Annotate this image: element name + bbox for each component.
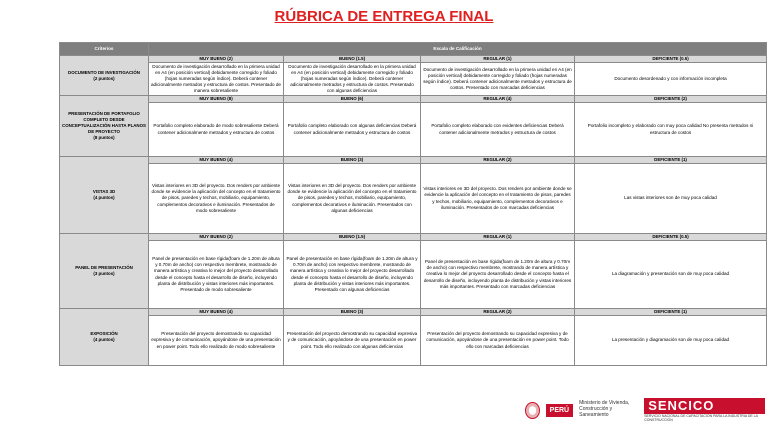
level-description: La diagramación y presentación son de muy poca calidad xyxy=(575,241,767,309)
criterion-points: (4 puntos) xyxy=(93,337,115,342)
level-row xyxy=(60,234,767,241)
level-description: Documento de investigación desarrollado en la primera unidad en A4 (en posición vertical) debidamente corregido y foliado (hojas numeradas según índice). Deberá contener adicionalmente metrados y estructura de costos. Presentado con marcadas deficiencias xyxy=(421,63,575,96)
criterion-name: EXPOSICIÓN xyxy=(90,331,118,337)
level-description: Presentación del proyecto demostrando su capacidad expresiva y de comunicación, apoyándose de una presentación en power point. Todo ello realizado de modo sobresaliente xyxy=(149,316,284,366)
criteria-header: Criterios xyxy=(60,43,149,56)
level-description: Presentación del proyecto demostrando su capacidad expresiva y de comunicación, apoyándose de una presentación en power point. Todo ello realizado con algunas deficiencias xyxy=(284,316,421,366)
page-title: RÚBRICA DE ENTREGA FINAL xyxy=(274,8,494,25)
level-description: Las vistas interiores son de muy poca calidad xyxy=(575,164,767,234)
sencico-subtitle: SERVICIO NACIONAL DE CAPACITACIÓN PARA LA INDUSTRIA DE LA CONSTRUCCIÓN xyxy=(644,414,758,422)
level-description: Panel de presentación en base rígida(foam de 1.20m de altura y 0.70m de ancho) con respectivo membrete, mostrando de manera artística y creativa lo mejor del proyecto desarrollado desde el concepto hasta el desarrollo de diseño, incluyendo planta de distribución y vistas interiores más importantes. Presentado con algunas deficiencias xyxy=(284,241,421,309)
level-label: REGULAR (4) xyxy=(421,96,575,103)
level-label: REGULAR (2) xyxy=(421,309,575,316)
description-row xyxy=(60,63,767,96)
description-row xyxy=(60,103,767,157)
peru-coat-of-arms-icon xyxy=(525,402,540,419)
criterion-name: DOCUMENTO DE INVESTIGACIÓN xyxy=(68,69,140,75)
criterion-cell xyxy=(60,157,149,234)
level-description: Panel de presentación en base rígida(foam de 1.20m de altura y 0.70m de ancho) con respectivo membrete, mostrando de manera artística y creativa lo mejor del proyecto desarrollado desde el concepto hasta el desarrollo de diseño, incluyendo planta de distribución y vistas interiores más importantes. Presentado de modo sobresaliente xyxy=(149,241,284,309)
level-row xyxy=(60,96,767,103)
level-label: REGULAR (1) xyxy=(421,234,575,241)
rubric-table xyxy=(59,42,767,366)
description-row xyxy=(60,316,767,366)
level-description: Vistas interiores en 3D del proyecto. Dos renders por ambiente donde se evidencie la aplicación del concepto en el tratamiento de pisos, paredes y techos, mobiliario, equipamiento, complementos decorativos e iluminación. Presentados de modo sobresaliente xyxy=(149,164,284,234)
sencico-wordmark: SENCICO xyxy=(644,398,765,414)
criterion-points: (2 puntos) xyxy=(93,75,115,81)
level-label: BUENO (3) xyxy=(284,157,421,164)
scale-header: Escala de Calificación xyxy=(149,43,767,56)
level-label: DEFICIENTE (1) xyxy=(575,309,767,316)
level-label: MUY BUENO (4) xyxy=(149,157,284,164)
level-description: Documento de investigación desarrollado en la primera unidad en A4 (en posición vertical) debidamente corregido y foliado (hojas numeradas según índice). Deberá contener adicionalmente metrados y estructura de costos. Presentado de manera sobresaliente xyxy=(149,63,284,96)
level-label: MUY BUENO (8) xyxy=(149,96,284,103)
criterion-cell xyxy=(60,56,149,96)
level-row xyxy=(60,309,767,316)
level-row xyxy=(60,56,767,63)
level-label: MUY BUENO (2) xyxy=(149,234,284,241)
criterion-points: (3 puntos) xyxy=(93,271,115,276)
sencico-logo xyxy=(644,398,765,422)
level-label: DEFICIENTE (1) xyxy=(575,157,767,164)
level-label: BUENO (6) xyxy=(284,96,421,103)
level-label: BUENO (3) xyxy=(284,309,421,316)
level-description: Portafolio incompleto y elaborado con muy poca calidad No presenta metrados ni estructura de costos xyxy=(575,103,767,157)
level-label: DEFICIENTE (0.5) xyxy=(575,56,767,63)
level-description: Vistas interiores en 3D del proyecto. Dos renders por ambiente donde se evidencie la aplicación del concepto en el tratamiento de pisos, paredes y techos, mobiliario, equipamiento, complementos decorativos e iluminación. Presentados de con marcadas deficiencias xyxy=(421,164,575,234)
level-label: REGULAR (1) xyxy=(421,56,575,63)
level-label: DEFICIENTE (0.5) xyxy=(575,234,767,241)
criterion-points: (8 puntos) xyxy=(93,134,115,140)
level-label: DEFICIENTE (2) xyxy=(575,96,767,103)
level-description: Panel de presentación en base rígida(foam de 1.20m de altura y 0.70m de ancho) con respectivo membrete, mostrando de manera artística y creativa lo mejor del proyecto desarrollado desde el concepto hasta el desarrollo de diseño, incluyendo planta de distribución y vistas interiores más importantes. Presentado con marcadas deficiencias xyxy=(421,241,575,309)
ministry-name: Ministerio de Vivienda, Construcción y Saneamiento xyxy=(579,400,630,418)
level-description: Documento desordenado y con información incompleta xyxy=(575,63,767,96)
level-description: Documento de investigación desarrollado en la primera unidad en A4 (en posición vertical) debidamente corregido y foliado (hojas numeradas según índice). Deberá contener adicionalmente metrados y estructura de costos. Presentado con algunas deficiencias xyxy=(284,63,421,96)
level-label: REGULAR (2) xyxy=(421,157,575,164)
level-description: Portafolio completo elaborado con algunas deficiencias Deberá contener adicionalmente metrados y estructura de costos xyxy=(284,103,421,157)
criterion-name: PRESENTACIÓN DE PORTAFOLIO COMPLETO DESDE CONCEPTUALIZACIÓN HASTA PLANOS DE PROYECTO xyxy=(62,111,146,134)
level-description: Presentación del proyecto demostrando su capacidad expresiva y de comunicación, apoyándose de una presentación en power point. Todo ello con marcadas deficiencias xyxy=(421,316,575,366)
level-label: BUENO (1.5) xyxy=(284,56,421,63)
criterion-cell xyxy=(60,96,149,157)
criterion-name: PANEL DE PRESENTACIÓN xyxy=(75,265,133,271)
criterion-points: (4 puntos) xyxy=(93,195,115,200)
level-label: BUENO (1.5) xyxy=(284,234,421,241)
level-label: MUY BUENO (2) xyxy=(149,56,284,63)
description-row xyxy=(60,241,767,309)
footer-logos xyxy=(525,396,765,424)
criterion-cell xyxy=(60,309,149,366)
criterion-cell xyxy=(60,234,149,309)
criterion-name: VISTAS 3D xyxy=(92,189,116,195)
description-row xyxy=(60,164,767,234)
level-description: Portafolio completo elaborado con evidentes deficiencias Deberá contener adicionalmente metrados y estructura de costos xyxy=(421,103,575,157)
level-description: Vistas interiores en 3D del proyecto. Dos renders por ambiente donde se evidencie la aplicación del concepto en el tratamiento de pisos, paredes y techos, mobiliario, equipamiento, complementos decorativos e iluminación. Presentados con algunas deficiencias xyxy=(284,164,421,234)
peru-logo: PERÚ xyxy=(546,404,573,417)
level-label: MUY BUENO (4) xyxy=(149,309,284,316)
level-row xyxy=(60,157,767,164)
level-description: Portafolio completo elaborado de modo sobresaliente Deberá contener adicionalmente metrados y estructura de costos xyxy=(149,103,284,157)
level-description: La presentación y diagramación son de muy poca calidad xyxy=(575,316,767,366)
